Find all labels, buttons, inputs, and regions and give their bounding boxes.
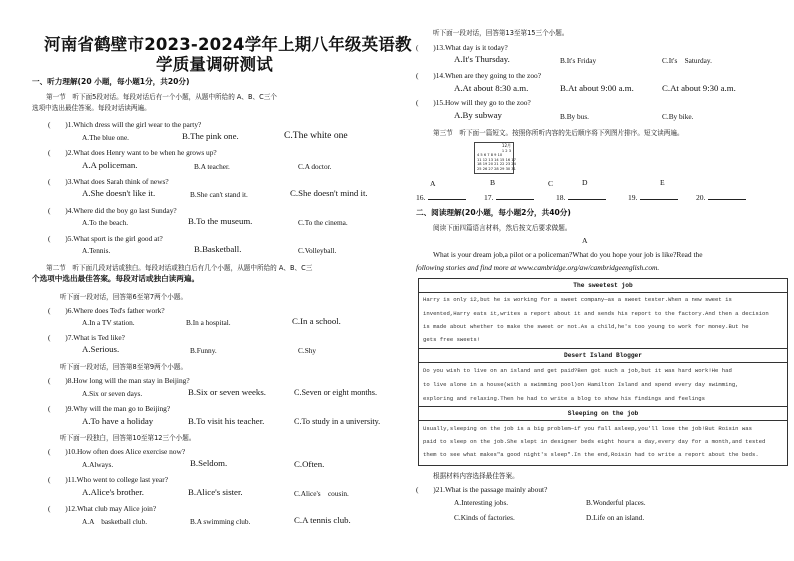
picture-label-c: C — [548, 179, 554, 188]
exam-title-line1: 河南省鹤壁市2023-2024学年上期八年级英语教 — [44, 35, 412, 54]
listen-13-15: 听下面一段对话，回答第13至第15三个小题。 — [433, 29, 569, 37]
answer-18-number: 18. — [556, 193, 566, 202]
q3-option-b[interactable]: B.She can't stand it. — [190, 190, 248, 199]
question-4: ( )4.Where did the boy go last Sunday? — [48, 206, 177, 215]
box3-line-1: Usually,sleeping on the job is a big problem—if you fall asleep,you'll lose the job!But Roisin was — [423, 425, 752, 432]
answer-16-number: 16. — [416, 193, 426, 202]
q5-option-a[interactable]: A.Tennis. — [82, 246, 111, 255]
exam-title-line2: 学质量调研测试 — [156, 55, 273, 74]
sec1-instruction-1: 第一节 听下面5段对话。每段对话后有一个小题，从题中所给的 A、B、C三个 — [46, 93, 277, 101]
q8-option-b[interactable]: B.Six or seven weeks. — [188, 387, 266, 397]
question-2: ( )2.What does Henry want to be when he grows up? — [48, 148, 217, 157]
question-12: ( )12.What club may Alice join? — [48, 504, 157, 513]
picture-label-a: A — [430, 179, 436, 188]
q11-option-b[interactable]: B.Alice's sister. — [188, 487, 243, 497]
q10-option-c[interactable]: C.Often. — [294, 459, 325, 469]
passage-a-label: A — [582, 236, 588, 245]
calendar-month: 12月 — [501, 143, 511, 148]
answer-20-number: 20. — [696, 193, 706, 202]
listen-6-7: 听下面一段对话，回答第6至第7两个小题。 — [60, 293, 188, 301]
q2-option-c[interactable]: C.A doctor. — [298, 162, 332, 171]
calendar-row-2: 4 5 6 7 8 9 10 — [477, 153, 503, 157]
box-divider — [419, 362, 787, 363]
calendar-row-5: 25 26 27 28 29 30 31 — [477, 166, 516, 171]
q14-option-a[interactable]: A.At about 8:30 a.m. — [454, 83, 529, 93]
box1-line-3: is made about whether to make the sweet or not.As a child,he's too young to work for money.But he — [423, 323, 749, 330]
sec1-instruction-2: 选项中选出最佳答案。每段对话读两遍。 — [32, 104, 151, 112]
q7-option-a[interactable]: A.Serious. — [82, 344, 120, 354]
q1-option-b[interactable]: B.The pink one. — [182, 131, 239, 141]
answer-20-blank[interactable] — [708, 193, 746, 200]
q14-option-c[interactable]: C.At about 9:30 a.m. — [662, 83, 736, 93]
question-10: ( )10.How often does Alice exercise now? — [48, 447, 186, 456]
sec3-instruction: 第三节 听下面一篇短文。按照你所听内容的先后顺序将下列图片排序。短文读两遍。 — [433, 129, 684, 137]
calendar-row-3: 11 12 13 14 15 16 17 — [477, 157, 516, 162]
passage-box — [418, 278, 788, 466]
answer-16-blank[interactable] — [428, 193, 466, 200]
q3-option-c[interactable]: C.She doesn't mind it. — [290, 188, 368, 198]
answer-17[interactable] — [484, 193, 534, 202]
box2-line-2: to live alone in a house(with a swimming pool)on Hamilton Island and spend every day swimming, — [423, 381, 739, 388]
q11-option-a[interactable]: A.Alice's brother. — [82, 487, 144, 497]
q2-option-a[interactable]: A.A policeman. — [82, 160, 138, 170]
calendar-row-4: 18 19 20 21 22 23 24 — [477, 162, 516, 166]
calendar-row-1: 1 2 3 — [501, 149, 511, 153]
question-5: ( )5.What sport is the girl good at? — [48, 234, 163, 243]
box2-title: Desert Island Blogger — [564, 352, 642, 359]
q12-option-c[interactable]: C.A tennis club. — [294, 515, 351, 525]
reading-instruction: 根据材料内容选择最佳答案。 — [433, 472, 519, 480]
listen-10-12: 听下面一段独白，回答第10至第12三个小题。 — [60, 434, 196, 442]
q12-option-a[interactable]: A.A basketball club. — [82, 517, 148, 526]
q7-option-c[interactable]: C.Shy — [298, 346, 317, 355]
part2-heading: 二、阅读理解(20小题，每小题2分，共40分) — [416, 208, 571, 217]
answer-19-blank[interactable] — [640, 193, 678, 200]
q1-option-c[interactable]: C.The white one — [284, 130, 348, 141]
q21-option-b[interactable]: B.Wonderful places. — [586, 498, 646, 507]
q1-option-a[interactable]: A.The blue one. — [82, 133, 130, 142]
q8-option-c[interactable]: C.Seven or eight months. — [294, 388, 378, 397]
sec2-instruction-2: 个选项中选出最佳答案。每段对话或独白读两遍。 — [32, 274, 200, 283]
question-6: ( )6.Where does Ted's father work? — [48, 306, 165, 315]
question-14: ( )14.When are they going to the zoo? — [416, 71, 541, 80]
box3-title: Sleeping on the job — [567, 410, 639, 417]
box1-line-1: Harry is only 12,but he is working for a sweet company—as a sweet tester.When a new sweet is — [423, 296, 732, 303]
q8-option-a[interactable]: A.Six or seven days. — [82, 389, 143, 398]
q15-option-b[interactable]: B.By bus. — [560, 112, 589, 121]
question-13: ( )13.What day is it today? — [416, 43, 508, 52]
box-divider — [419, 406, 787, 407]
sec2-instruction-1: 第二节 听下面几段对话或独白。每段对话或独白后有几个小题，从题中所给的 A、B、C三 — [46, 264, 313, 272]
passage-intro-2: following stories and find more at www.cambridge.org/aw/cambridgeenglish.com. — [416, 263, 660, 272]
box-divider — [419, 292, 787, 293]
question-9: ( )9.Why will the man go to Beijing? — [48, 404, 171, 413]
part2-intro: 阅读下面四篇语言材料，然后按文后要求做题。 — [433, 224, 572, 232]
picture-label-d: D — [582, 178, 588, 187]
passage-intro-1: What is your dream job,a pilot or a policeman?What do you hope your job is like?Read the — [433, 250, 703, 259]
q21-option-a[interactable]: A.Interesting jobs. — [454, 498, 509, 507]
q21-option-d[interactable]: D.Life on an island. — [586, 513, 645, 522]
q13-option-c[interactable]: C.It's Saturday. — [662, 56, 712, 65]
box3-line-2: paid to sleep on the job.She slept in designer beds eight hours a day,every day for a month,and tested — [423, 438, 766, 445]
listen-8-9: 听下面一段对话，回答第8至第9两个小题。 — [60, 363, 188, 371]
box-divider — [419, 420, 787, 421]
answer-18[interactable] — [556, 193, 606, 202]
q21-option-c[interactable]: C.Kinds of factories. — [454, 513, 515, 522]
answer-16[interactable] — [416, 193, 466, 202]
answer-18-blank[interactable] — [568, 193, 606, 200]
calendar-picture — [474, 142, 514, 174]
q9-option-b[interactable]: B.To visit his teacher. — [188, 416, 265, 426]
question-7: ( )7.What is Ted like? — [48, 333, 125, 342]
question-1: ( )1.Which dress will the girl wear to the party? — [48, 120, 202, 129]
box3-line-3: them to see what makes"a good night's sleep".In the end,Roisin had to write a report about the beds. — [423, 451, 759, 458]
q10-option-a[interactable]: A.Always. — [82, 460, 114, 469]
question-15: ( )15.How will they go to the zoo? — [416, 98, 531, 107]
box2-line-1: Do you wish to live on an island and get paid?Ben got such a job,but it was hard work!He had — [423, 367, 732, 374]
q13-option-a[interactable]: A.It's Thursday. — [454, 54, 510, 64]
picture-label-e: E — [660, 178, 665, 187]
box2-line-3: exploring and relaxing.Then he had to write a blog to show his findings and feelings — [423, 395, 705, 402]
answer-17-number: 17. — [484, 193, 494, 202]
picture-label-b: B — [490, 178, 496, 187]
question-3: ( )3.What does Sarah think of news? — [48, 177, 169, 186]
q5-option-b[interactable]: B.Basketball. — [194, 244, 242, 254]
box1-line-4: gets free sweets! — [423, 336, 481, 343]
q6-option-b[interactable]: B.In a hospital. — [186, 318, 231, 327]
box1-title: The sweetest job — [573, 282, 633, 289]
q3-option-a[interactable]: A.She doesn't like it. — [82, 188, 156, 198]
q4-option-c[interactable]: C.To the cinema. — [298, 218, 348, 227]
q15-option-c[interactable]: C.By bike. — [662, 112, 694, 121]
q12-option-b[interactable]: B.A swimming club. — [190, 517, 251, 526]
box-divider — [419, 348, 787, 349]
question-21: ( )21.What is the passage mainly about? — [416, 485, 548, 494]
question-8: ( )8.How long will the man stay in Beijing? — [48, 376, 190, 385]
part1-heading: 一、听力理解(20 小题，每小题1分，共20分) — [32, 77, 190, 86]
q10-option-b[interactable]: B.Seldom. — [190, 458, 228, 468]
q7-option-b[interactable]: B.Funny. — [190, 346, 217, 355]
answer-19-number: 19. — [628, 193, 638, 202]
q14-option-b[interactable]: B.At about 9:00 a.m. — [560, 83, 634, 93]
box1-line-2: invented,Harry eats it,writes a report about it and sends his report to the factory.And then a decision — [423, 310, 769, 317]
q4-option-b[interactable]: B.To the museum. — [188, 216, 253, 226]
q5-option-c[interactable]: C.Volleyball. — [298, 246, 337, 255]
answer-20[interactable] — [696, 193, 746, 202]
q15-option-a[interactable]: A.By subway — [454, 110, 502, 120]
q11-option-c[interactable]: C.Alice's cousin. — [294, 489, 349, 498]
q9-option-c[interactable]: C.To study in a university. — [294, 417, 381, 426]
q9-option-a[interactable]: A.To have a holiday — [82, 416, 154, 426]
answer-19[interactable] — [628, 193, 678, 202]
q2-option-b[interactable]: B.A teacher. — [194, 162, 230, 171]
answer-17-blank[interactable] — [496, 193, 534, 200]
q4-option-a[interactable]: A.To the beach. — [82, 218, 129, 227]
q6-option-c[interactable]: C.In a school. — [292, 316, 341, 326]
q13-option-b[interactable]: B.It's Friday — [560, 56, 597, 65]
question-11: ( )11.Who went to college last year? — [48, 475, 168, 484]
q6-option-a[interactable]: A.In a TV station. — [82, 318, 135, 327]
